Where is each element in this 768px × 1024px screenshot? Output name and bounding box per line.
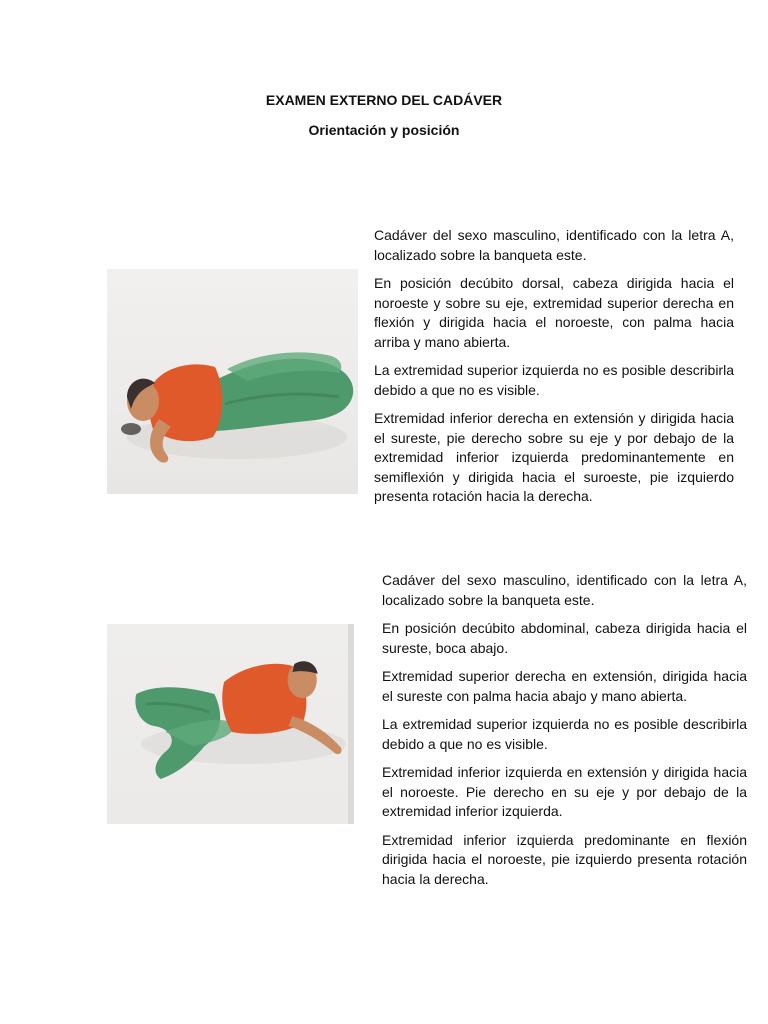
document-subtitle: Orientación y posición — [308, 122, 460, 138]
paragraph: Extremidad superior derecha en extensión, dirigida hacia el sureste con palma hacia abajo y mano abierta. — [382, 668, 747, 704]
paragraph: Extremidad inferior derecha en extensión y dirigida hacia el sureste, pie derecho sobre su eje y por debajo de la extremidad inferior izquierda predominantemente en semiflexión y dirigida hacia el suroeste, pie izquierdo presenta rotación hacia la derecha. — [374, 410, 734, 504]
body-photo-abdominal — [107, 624, 354, 824]
paragraph: La extremidad superior izquierda no es posible describirla debido a que no es visible. — [382, 716, 747, 752]
paragraph: Extremidad inferior izquierda en extensión y dirigida hacia el noroeste. Pie derecho en su eje y por debajo de la extremidad inferior izquierda. — [382, 764, 747, 819]
body-illustration-dorsal — [107, 269, 358, 494]
body-photo-dorsal — [107, 269, 358, 494]
document-title: EXAMEN EXTERNO DEL CADÁVER — [265, 92, 503, 108]
paragraph: Cadáver del sexo masculino, identificado con la letra A, localizado sobre la banqueta este. — [374, 227, 734, 263]
paragraph: La extremidad superior izquierda no es posible describirla debido a que no es visible. — [374, 362, 734, 398]
body-illustration-abdominal — [107, 624, 348, 824]
paragraph: Cadáver del sexo masculino, identificado con la letra A, localizado sobre la banqueta este. — [382, 572, 747, 608]
paragraph: En posición decúbito dorsal, cabeza dirigida hacia el noroeste y sobre su eje, extremidad superior derecha en flexión y dirigida hacia el noroeste, con palma hacia arriba y mano abierta. — [374, 275, 734, 350]
paragraph: En posición decúbito abdominal, cabeza dirigida hacia el sureste, boca abajo. — [382, 620, 747, 656]
section-2-description — [382, 571, 747, 898]
paragraph: Extremidad inferior izquierda predominante en flexión dirigida hacia el noroeste, pie izquierdo presenta rotación hacia la derecha. — [382, 831, 747, 887]
section-1-description — [374, 226, 734, 516]
